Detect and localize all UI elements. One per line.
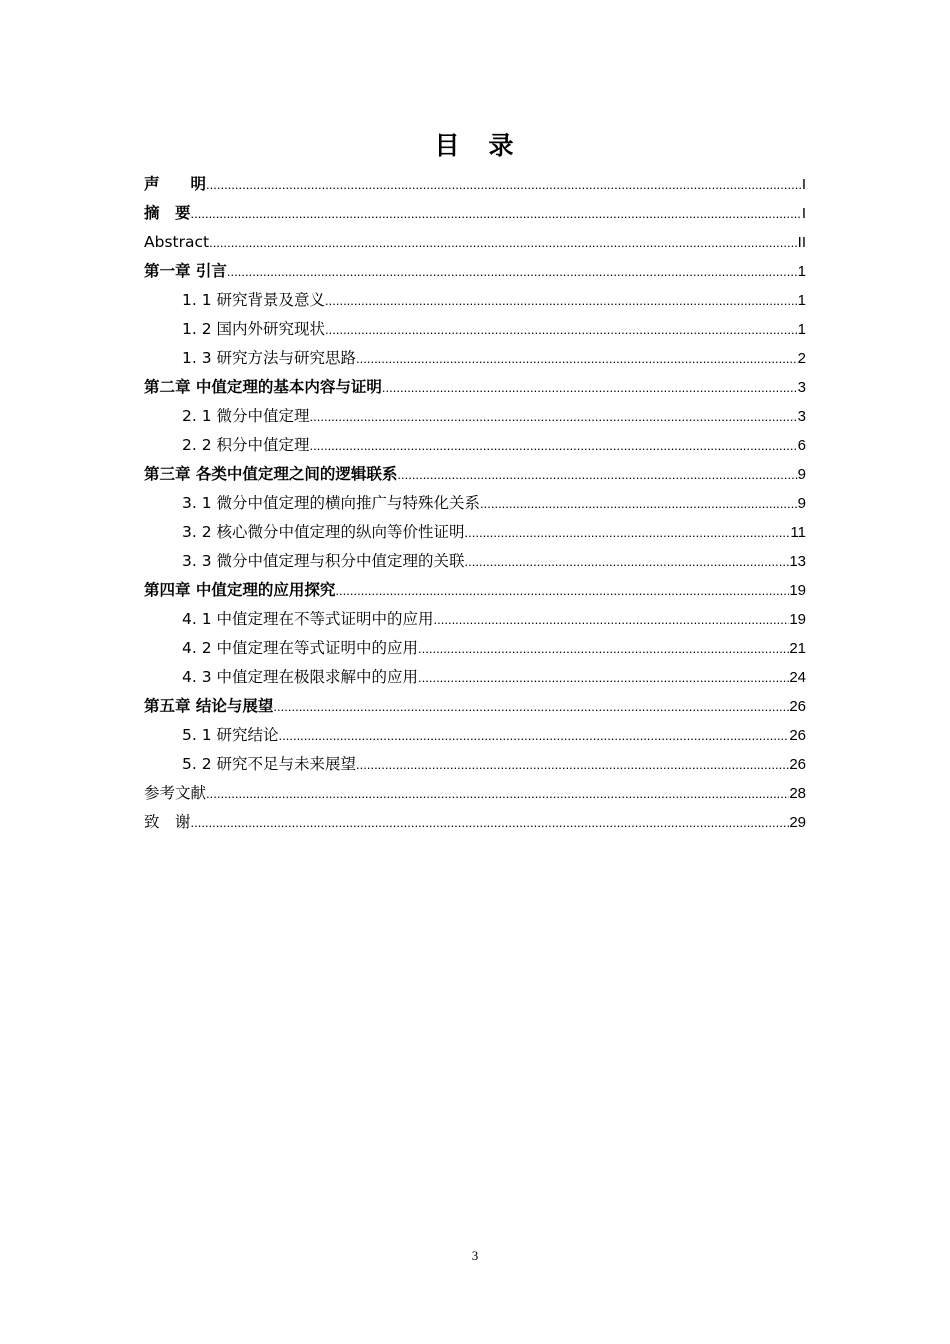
toc-entry-section-4-1[interactable] xyxy=(144,605,806,634)
dot-leader xyxy=(465,547,790,576)
toc-page-number: 3 xyxy=(797,379,806,396)
toc-entry-text: 4. 1 中值定理在不等式证明中的应用 xyxy=(182,610,434,628)
dot-leader xyxy=(227,257,798,286)
toc-page-number: 19 xyxy=(789,582,806,599)
toc-entry-chapter-1[interactable] xyxy=(144,257,806,286)
toc-entry-text: 1. 3 研究方法与研究思路 xyxy=(182,349,357,367)
page-title: 目 录 xyxy=(434,131,516,160)
toc-entry-section-3-3[interactable] xyxy=(144,547,806,576)
toc-entry-text: 第五章 结论与展望 xyxy=(144,697,274,715)
toc-entry-section-2-1[interactable] xyxy=(144,402,806,431)
dot-leader xyxy=(434,605,790,634)
toc-page-number: 9 xyxy=(797,466,806,483)
toc-page-number: 1 xyxy=(797,292,806,309)
toc-entry-text: 声 明 xyxy=(144,175,207,193)
dot-leader xyxy=(206,170,802,199)
dot-leader xyxy=(382,373,798,402)
toc-entry-text: Abstract xyxy=(144,233,210,251)
dot-leader xyxy=(279,721,790,750)
toc-entry-text: 3. 3 微分中值定理与积分中值定理的关联 xyxy=(182,552,465,570)
toc-entry-text: 2. 1 微分中值定理 xyxy=(182,407,310,425)
toc-page-number: 3 xyxy=(797,408,806,425)
toc-entry-text: 第二章 中值定理的基本内容与证明 xyxy=(144,378,382,396)
toc-entry-text: 5. 1 研究结论 xyxy=(182,726,279,744)
toc-page-number: 13 xyxy=(789,553,806,570)
dot-leader xyxy=(335,576,789,605)
toc-entry-text: 第一章 引言 xyxy=(144,262,227,280)
dot-leader xyxy=(418,663,789,692)
toc-entry-text: 4. 2 中值定理在等式证明中的应用 xyxy=(182,639,419,657)
dot-leader xyxy=(273,692,789,721)
toc-entry-section-1-1[interactable] xyxy=(144,286,806,315)
toc-entry-section-2-2[interactable] xyxy=(144,431,806,460)
toc-entry-references[interactable] xyxy=(144,779,806,808)
toc-page-number: 26 xyxy=(789,756,806,773)
toc-entry-text: 3. 1 微分中值定理的横向推广与特殊化关系 xyxy=(182,494,481,512)
toc-entry-chapter-5[interactable] xyxy=(144,692,806,721)
toc-entry-abstract-en[interactable] xyxy=(144,228,806,257)
toc-entry-section-4-2[interactable] xyxy=(144,634,806,663)
toc-entry-text: 参考文献 xyxy=(144,784,207,802)
toc-page-number: 26 xyxy=(789,727,806,744)
toc-entry-section-5-2[interactable] xyxy=(144,750,806,779)
toc-entry-chapter-3[interactable] xyxy=(144,460,806,489)
dot-leader xyxy=(480,489,798,518)
toc-page-number: 28 xyxy=(789,785,806,802)
toc-page-number: I xyxy=(801,176,806,193)
toc-page-number: 24 xyxy=(789,669,806,686)
toc-entry-text: 第三章 各类中值定理之间的逻辑联系 xyxy=(144,465,398,483)
toc-entry-abstract-cn[interactable] xyxy=(144,199,806,228)
toc-page-number: 9 xyxy=(797,495,806,512)
toc-entry-chapter-4[interactable] xyxy=(144,576,806,605)
toc-entry-section-3-1[interactable] xyxy=(144,489,806,518)
dot-leader xyxy=(356,344,798,373)
dot-leader xyxy=(310,431,798,460)
toc-page-number: 1 xyxy=(797,263,806,280)
toc-entry-text: 5. 2 研究不足与未来展望 xyxy=(182,755,357,773)
toc-page-number: 26 xyxy=(789,698,806,715)
toc-entry-acknowledgements[interactable] xyxy=(144,808,806,837)
toc-entry-section-5-1[interactable] xyxy=(144,721,806,750)
toc-entry-section-4-3[interactable] xyxy=(144,663,806,692)
dot-leader xyxy=(397,460,797,489)
toc-entry-text: 1. 1 研究背景及意义 xyxy=(182,291,326,309)
toc-page-number: 11 xyxy=(790,524,806,541)
toc-entry-declaration[interactable] xyxy=(144,170,806,199)
toc-entry-section-1-2[interactable] xyxy=(144,315,806,344)
toc-page-number: I xyxy=(801,205,806,222)
footer-page-number: 3 xyxy=(471,1248,479,1263)
toc-entry-text: 3. 2 核心微分中值定理的纵向等价性证明 xyxy=(182,523,465,541)
toc-entry-text: 第四章 中值定理的应用探究 xyxy=(144,581,336,599)
dot-leader xyxy=(206,779,789,808)
toc-page-number: 29 xyxy=(789,814,806,831)
toc-entry-section-1-3[interactable] xyxy=(144,344,806,373)
toc-entry-text: 1. 2 国内外研究现状 xyxy=(182,320,326,338)
dot-leader xyxy=(310,402,798,431)
toc-entry-text: 2. 2 积分中值定理 xyxy=(182,436,310,454)
dot-leader xyxy=(191,808,790,837)
dot-leader xyxy=(418,634,789,663)
dot-leader xyxy=(356,750,789,779)
toc-page-number: 6 xyxy=(797,437,806,454)
toc-entry-text: 4. 3 中值定理在极限求解中的应用 xyxy=(182,668,419,686)
toc-entry-text: 摘 要 xyxy=(144,204,191,222)
toc-entry-text: 致 谢 xyxy=(144,813,191,831)
table-of-contents xyxy=(144,170,806,837)
dot-leader xyxy=(325,315,798,344)
dot-leader xyxy=(465,518,791,547)
dot-leader xyxy=(191,199,802,228)
toc-page-number: 1 xyxy=(797,321,806,338)
toc-page-number: 21 xyxy=(789,640,806,657)
dot-leader xyxy=(325,286,798,315)
toc-entry-section-3-2[interactable] xyxy=(144,518,806,547)
toc-page-number: II xyxy=(797,234,806,251)
toc-page-number: 19 xyxy=(789,611,806,628)
dot-leader xyxy=(209,228,798,257)
toc-page-number: 2 xyxy=(797,350,806,367)
toc-entry-chapter-2[interactable] xyxy=(144,373,806,402)
